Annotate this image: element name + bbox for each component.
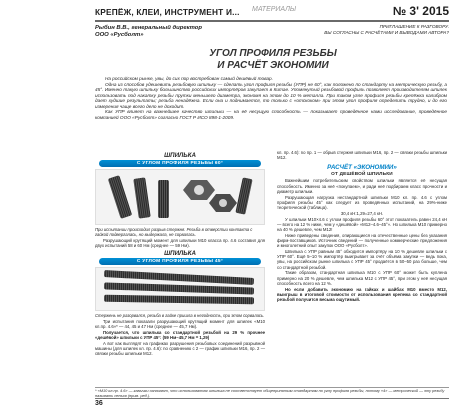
- body-paragraph: Такие образом, стандартная шпилька М10 с УПР 60° может быть куплена примерно на 20 % дешевле, чем шпилька М12 с УПР 45°, при этом у неё несущая способность всего на 12 %.: [277, 270, 447, 286]
- invite-line-2: ВЫ СОГЛАСНЫ С РАСЧЁТАМИ И ВЫВОДАМИ АВТОРА?: [324, 29, 449, 35]
- section-title: КРЕПЁЖ, КЛЕИ, ИНСТРУМЕНТ И...: [95, 7, 240, 17]
- lead-paragraph: Одна из способов удешевить резьбовую шпильку — сделать угол профиля резьбы (УПР) не 60°, как положено по стандарту на метрическую резьбу, а 45°. Именно такую шпильку большинство российских импортёров закупает в Китае. Упомянутый резьбовой профиль позволяет производителям шпилек использовать под накатку резьбы прутки меньшего диаметра, экономя на этом до 10 % металла. При таком угле профиля резьбы крепёжка калибром дает худшие результаты; резьба ненадёжна. Если она и поднимается, то только с «отскоком» при этом угол профиля определить трудно, и до его измерения чаще всего дело не доходит.: [95, 81, 447, 109]
- body-paragraph: кл. пр. 4.6): no пр. 1 — обрыв стержня шпильки М16, пр. 2 — связки резьбы шпильки М12.: [277, 150, 447, 161]
- title-line-2: И РАСЧЁТ ЭКОНОМИИ: [217, 60, 329, 71]
- body-paragraph: Важнейшим потребительским свойством шпильки является её несущая способность. Именно за неё «покупаем», и ради неё подбираем класс прочности и диаметр шпильки.: [277, 178, 447, 194]
- issue-number: № 3' 2015: [392, 4, 449, 18]
- invite-box: [324, 24, 449, 35]
- author-name: Рыбин В.В., генеральный директор: [95, 25, 202, 31]
- section-banner-45: [95, 250, 265, 265]
- photo-studs-60: [95, 169, 265, 225]
- section-banner-calc: [277, 164, 447, 177]
- author-block: [95, 25, 202, 39]
- photo-caption: Стержень не разорвался, резьба в гайке пришла в негодность, при этом сорвалась.: [95, 313, 265, 318]
- lead-paragraphs: [95, 76, 447, 120]
- banner-bar: С УГЛОМ ПРОФИЛЯ РЕЗЬБЫ 60°: [99, 160, 261, 167]
- right-column: [277, 150, 447, 303]
- author-company: ООО «Русболт»: [95, 32, 144, 39]
- formula: 30,4 кН:1,29=27,4 кН.: [340, 210, 384, 216]
- header-rule: [95, 20, 449, 22]
- body-paragraph: Шпилька с УПР равным 45° обходится импортёру на 10 % дешевле шпильки с УПР 60°. Ещё 5–10 % импортёр выигрывает за счёт объёма закупки — ведь пока, увы, на российском рынке шпилька с УПР 45° продаётся в 50–50 раз больше, чем со стандартной резьбой.: [277, 249, 447, 270]
- footnote: * «М10 кл.пр. 4.6» — кавычки означают, что использованная шпилька не соответствует общепринятым стандартам по углу профиля резьбы, потому «4» — метрический — эту резьбу называть нельзя (прим. ред.).: [95, 388, 445, 398]
- body-paragraph: Разрушающая нагрузка нестандартной шпильки М10 кл. пр. 4.6 с углом профиля резьбы 45° как следует из проведённых испытаний, на 29%-ниже теоретической (таблица).: [277, 194, 447, 211]
- studs-photo-graphic: [96, 268, 266, 310]
- title-line-1: УГОЛ ПРОФИЛЯ РЕЗЬБЫ: [209, 48, 337, 59]
- body-paragraph: Ниже приведены сведения, опирающиеся на отечественные цены без указания фирм-поставщиков. Источник сведений — полученные коммерческие предложения и многолетний опыт закупок ООО «Русболт».: [277, 232, 447, 249]
- body-paragraph: Разрушающий крутящий момент для шпильки М10 класса пр. 4.6 составил для двух испытаний 58 и 60 Нм (среднее — 59 Нм).: [95, 237, 265, 248]
- page-number: 36: [95, 400, 103, 407]
- body-paragraph: Получается, что шпилька со стандартной резьбой на 29 % прочнее «дешёвой» шпильки с УПР 45°: (59 Нм–45,7 Нм = 1,29): [95, 329, 265, 340]
- banner-title: ШПИЛЬКА: [164, 152, 196, 159]
- left-column: [95, 150, 265, 357]
- article-title: [160, 48, 386, 72]
- section-subtitle: МАТЕРИАЛЫ: [252, 6, 297, 13]
- lead-paragraph: На российском рынке, увы, до сих пор востребован самый дешёвый товар.: [105, 76, 273, 81]
- lead-paragraph: Как УПР влияет на важнейшее качество шпильки — на её несущую способность — показывает проведённое нами исследование, проведённое компанией ООО «Русболт» согласно ГОСТ Р ИСО 898-1-2009.: [95, 109, 447, 120]
- body-paragraph: А вот как выглядят на графиках разрушения резьбовых соединений разрывной машины (для шпилек кл. пр. 4.6): no сравнению с 2 — график шпильки М16, пр. 2 — связки резьбы шпильки М12.: [95, 340, 265, 356]
- page-rule: [95, 398, 449, 399]
- photo-caption: При испытании происходил разрыв стержня. Резьба в отверстии контакта с гайкой подвергалась, но выдержала, не сорвалась.: [95, 227, 253, 237]
- body-paragraph: Но если добавить экономию на гайках и шайбах М10 вместо М12, выигрыш в итоговой стоимости от использования крепежа со стандартной резьбой получится весьма ощутимый.: [277, 286, 447, 303]
- body-paragraph: Три испытания показали разрушающий крутящий момент для шпилек «М10 кл.пр. 4.6»* — 44, 45 и 47 Нм (среднее — 45,7 Нм).: [95, 318, 265, 329]
- banner-title: РАСЧЁТ «ЭКОНОМИИ»: [327, 164, 397, 172]
- body-paragraph: У шпильки М10×4.6 с углом профиля резьбы 60° этот показатель равен 24,4 кН — всего на 12 % ниже, чем у «дешёвой» «М12–4.6–45°». Но шпилька М10 примерно на 40 % дешевле, чем М12!: [277, 216, 447, 233]
- photo-studs-45: [95, 267, 265, 311]
- banner-bar: С УГЛОМ ПРОФИЛЯ РЕЗЬБЫ 45°: [99, 258, 261, 265]
- studs-photo-graphic: [96, 170, 266, 224]
- invite-line-1: ПРИГЛАШЕНИЕ К РАЗГОВОРУ.: [379, 24, 449, 29]
- banner-subtitle: ОТ ДЕШЁВОЙ ШПИЛЬКИ: [331, 171, 393, 177]
- section-banner-60: [95, 152, 265, 167]
- banner-title: ШПИЛЬКА: [164, 250, 196, 257]
